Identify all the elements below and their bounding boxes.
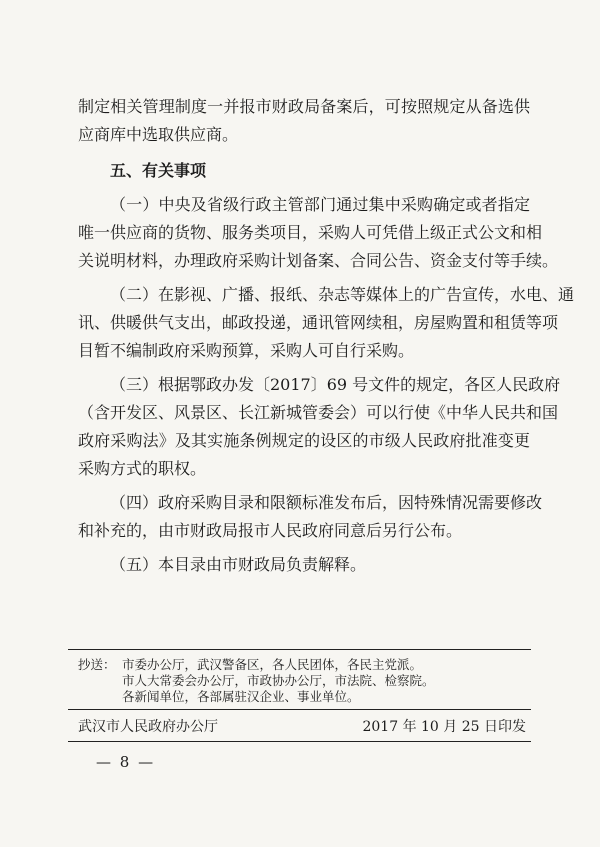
issuer-name: 武汉市人民政府办公厅 (78, 719, 218, 735)
cc-top-rule (68, 649, 531, 650)
item5-line-1: （五）本目录由市财政局负责解释。 (110, 555, 367, 574)
item2-line-2: 讯、供暖供气支出，邮政投递，通讯管网续租，房屋购置和租赁等项 (78, 313, 559, 332)
item3-line-1: （三）根据鄂政办发〔2017〕69 号文件的规定，各区人民政府 (110, 375, 561, 394)
intro-line-1: 制定相关管理制度一并报市财政局备案后，可按照规定从备选供 (78, 97, 530, 116)
section-heading: 五、有关事项 (110, 161, 207, 180)
intro-line-2: 应商库中选取供应商。 (78, 125, 239, 144)
cc-line-3: 各新闻单位，各部属驻汉企业、事业单位。 (122, 689, 360, 704)
page-number: — 8 — (96, 753, 156, 771)
item3-line-3: 政府采购法》及其实施条例规定的设区的市级人民政府批准变更 (78, 431, 530, 450)
cc-line-2: 市人大常委会办公厅，市政协办公厅，市法院、检察院。 (122, 673, 435, 688)
cc-bottom-rule (68, 709, 531, 710)
cc-label: 抄送： (78, 657, 116, 672)
item2-line-3: 目暂不编制政府采购预算，采购人可自行采购。 (78, 341, 415, 360)
print-date: 2017 年 10 月 25 日印发 (362, 719, 526, 735)
document-body (78, 93, 575, 579)
item2-line-1: （二）在影视、广播、报纸、杂志等媒体上的广告宣传，水电、通 (110, 285, 575, 304)
item1-line-1: （一）中央及省级行政主管部门通过集中采购确定或者指定 (110, 195, 530, 214)
item1-line-2: 唯一供应商的货物、服务类项目，采购人可凭借上级正式公文和相 (78, 223, 543, 242)
item4-line-1: （四）政府采购目录和限额标准发布后，因特殊情况需要修改 (110, 493, 543, 512)
item4-line-2: 和补充的，由市财政局报市人民政府同意后另行公布。 (78, 521, 463, 540)
item1-line-3: 关说明材料，办理政府采购计划备案、合同公告、资金支付等手续。 (78, 251, 559, 270)
cc-line-1: 市委办公厅，武汉警备区，各人民团体，各民主党派。 (122, 657, 423, 672)
item3-line-2: （含开发区、风景区、长江新城管委会）可以行使《中华人民共和国 (78, 403, 559, 422)
cc-block (78, 657, 528, 705)
footer-bottom-rule (68, 741, 531, 742)
item3-line-4: 采购方式的职权。 (78, 459, 207, 478)
